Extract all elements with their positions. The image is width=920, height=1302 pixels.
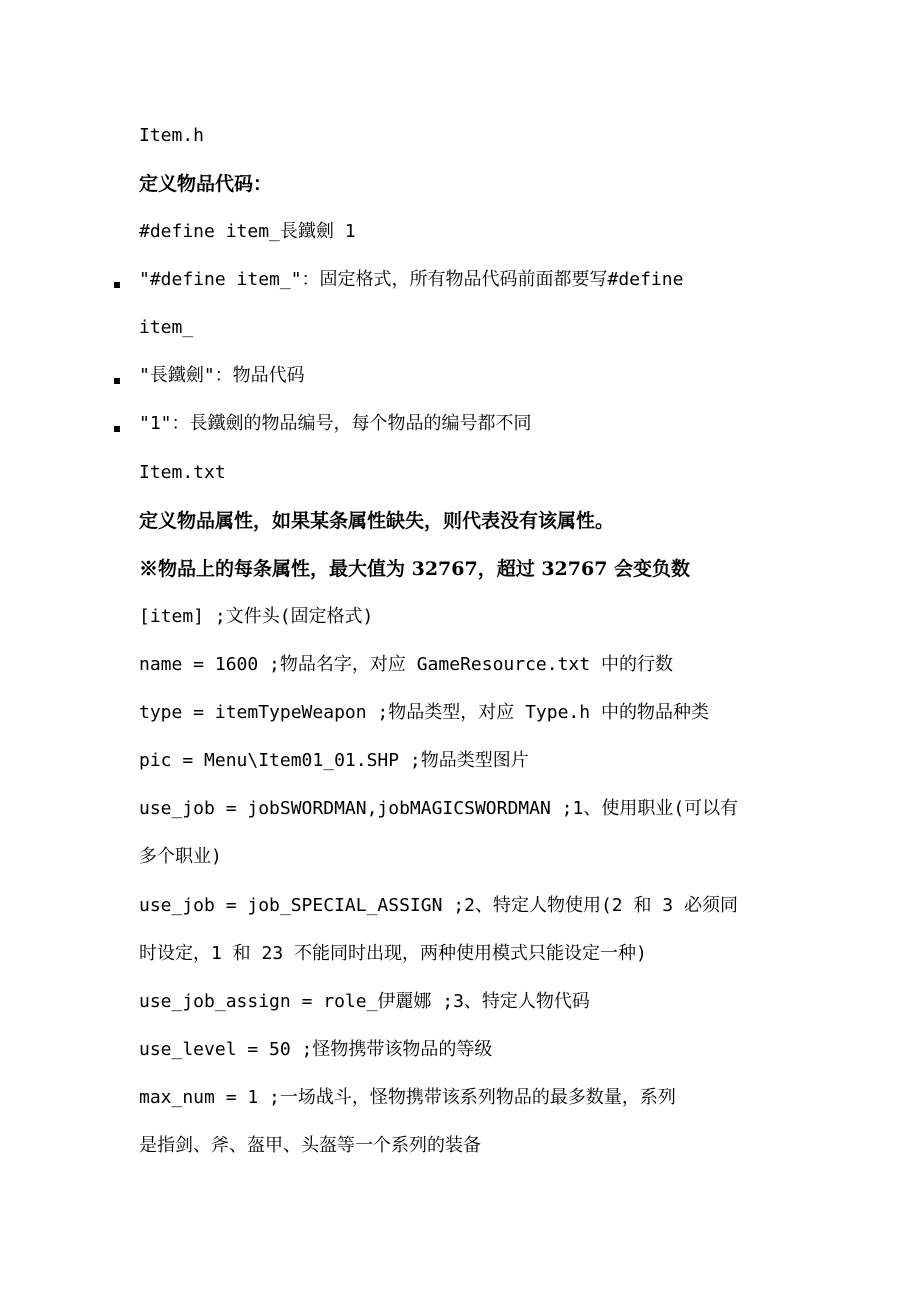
item-h-heading: Item.h (139, 125, 205, 146)
bullet-icon (114, 426, 120, 432)
code-line-file-header: [item] ;文件头(固定格式) (139, 606, 374, 627)
code-line-use-job-special: use_job = job_SPECIAL_ASSIGN ;2、特定人物使用(2 和 3 必须同 (139, 895, 738, 916)
item-h-description: 定义物品代码： (139, 173, 273, 195)
code-line-use-job-continued: 多个职业) (139, 846, 222, 867)
code-line-use-level: use_level = 50 ;怪物携带该物品的等级 (139, 1039, 493, 1060)
item-h-code: #define item_長鐵劍 1 (139, 221, 356, 242)
item-txt-description: 定义物品属性，如果某条属性缺失，则代表没有该属性。 (139, 510, 615, 532)
code-line-pic: pic = Menu\Item01_01.SHP ;物品类型图片 (139, 750, 529, 771)
item-txt-note: ※物品上的每条属性，最大值为 32767，超过 32767 会变负数 (139, 558, 691, 580)
code-line-type: type = itemTypeWeapon ;物品类型，对应 Type.h 中的物品种类 (139, 702, 709, 723)
code-line-use-job: use_job = jobSWORDMAN,jobMAGICSWORDMAN ;1、使用职业(可以有 (139, 798, 739, 819)
code-line-name: name = 1600 ;物品名字，对应 GameResource.txt 中的行数 (139, 654, 673, 675)
code-line-use-job-special-continued: 时设定，1 和 23 不能同时出现，两种使用模式只能设定一种) (139, 943, 647, 964)
code-line-max-num-continued: 是指剑、斧、盔甲、头盔等一个系列的装备 (139, 1135, 481, 1156)
bullet-item-format-continued: item_ (139, 317, 194, 338)
bullet-icon (114, 378, 120, 384)
bullet-item-format: "#define item_"：固定格式，所有物品代码前面都要写#define (139, 269, 684, 290)
bullet-icon (114, 282, 120, 288)
code-line-use-job-assign: use_job_assign = role_伊麗娜 ;3、特定人物代码 (139, 991, 590, 1012)
bullet-item-number: "1"：長鐵劍的物品编号，每个物品的编号都不同 (139, 413, 532, 434)
item-txt-heading: Item.txt (139, 462, 226, 483)
bullet-item-code: "長鐵劍"：物品代码 (139, 365, 305, 386)
code-line-max-num: max_num = 1 ;一场战斗，怪物携带该系列物品的最多数量，系列 (139, 1087, 676, 1108)
